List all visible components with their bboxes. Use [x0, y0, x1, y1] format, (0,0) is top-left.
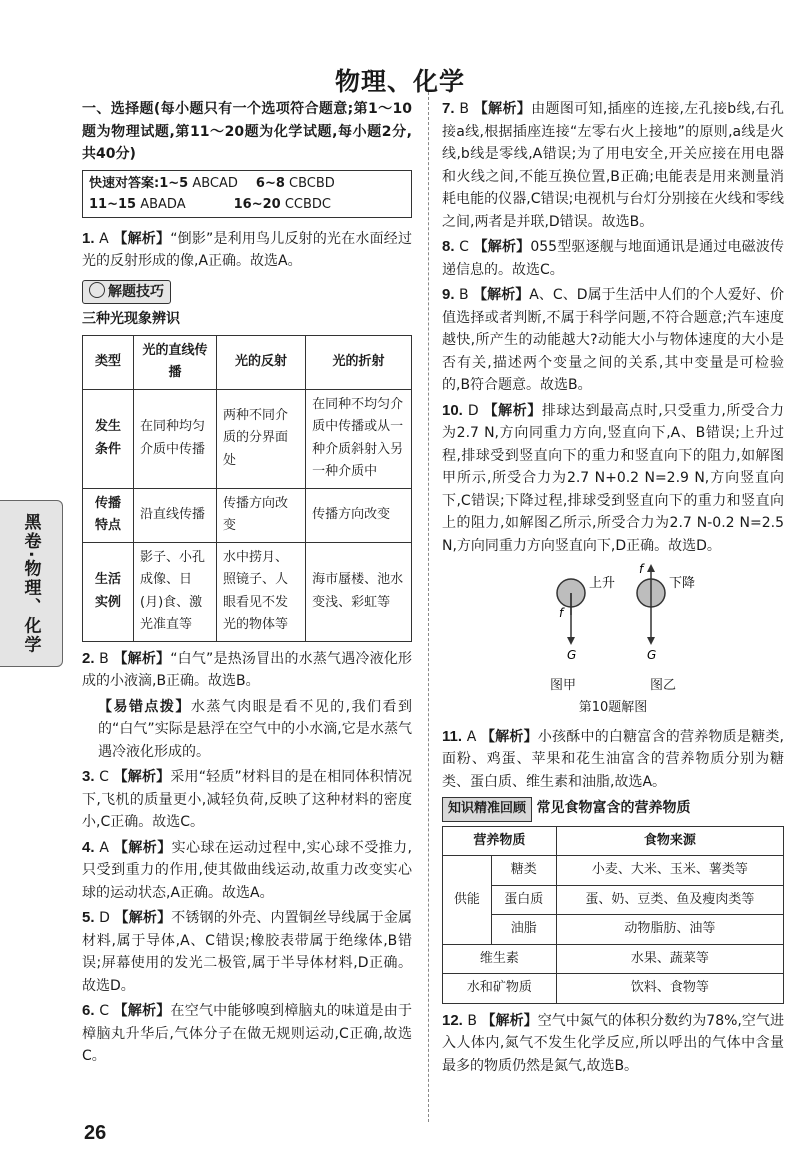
q-tag: 【解析】 [480, 728, 538, 745]
light-phenomena-table [82, 335, 412, 642]
q-num: 1. [82, 229, 95, 247]
q-num: 7. [442, 100, 455, 117]
table-row [443, 974, 784, 1004]
table-row [83, 389, 412, 488]
question-6 [82, 1000, 412, 1068]
label-up [589, 576, 615, 591]
q-num: 6. [82, 1002, 95, 1019]
skill-title: 三种光现象辨识 [82, 311, 180, 327]
q-text: 小孩酥中的白糖富含的营养物质是糖类,面粉、鸡蛋、苹果和花生油富含的营养物质分别为糖类、蛋白质、维生素和油脂,故选A。 [442, 728, 784, 790]
q-answer: B [99, 650, 109, 667]
table-cell: 油脂 [491, 915, 556, 945]
table-cell: 供能 [443, 856, 492, 945]
table-cell: 糖类 [491, 856, 556, 886]
table-cell: 在同种不均匀介质中传播或从一种介质斜射入另一种介质中 [306, 389, 412, 488]
q-tag: 【解析】 [473, 101, 532, 117]
table-header: 营养物质 [443, 826, 557, 856]
q-text: 由题图可知,插座的连接,左孔接b线,右孔接a线,根据插座连接“左零右火上接地”的原则,a线是火线,b线是零线,A错误;为了用电安全,开关应接在用电器和火线之间,不能互换位置,B正确;电能表是用来测量消耗电能的仪器,C错误;电视机与台灯分别接在火线和零线之间,两者是并联,D错误。故选B。 [442, 101, 785, 230]
side-tab [0, 500, 63, 667]
quick-answer-box [82, 170, 412, 218]
table-cell: 水和矿物质 [443, 974, 557, 1004]
q-text: “白气”是热汤冒出的水蒸气遇冷液化形成的小液滴,B正确。故选B。 [82, 650, 413, 689]
force-diagram [513, 563, 713, 697]
label-up-text: 上升 [589, 576, 616, 591]
qa-val: ABCAD [192, 175, 238, 191]
table-cell: 水中捞月、照镜子、人眼看见不发光的物体等 [216, 542, 305, 641]
q-tag: 【解析】 [113, 650, 171, 667]
qa-key: 16~20 [233, 196, 281, 212]
table-row [83, 488, 412, 542]
question-7 [442, 98, 784, 233]
tip-text: 水蒸气肉眼是看不见的,我们看到的“白气”实际是悬浮在空气中的小水滴,它是水蒸气遇冷液化形成的。 [98, 698, 413, 760]
table-cell: 维生素 [443, 944, 557, 974]
table-cell: 动物脂肪、油等 [556, 915, 783, 945]
table-cell: 传播方向改变 [306, 488, 412, 542]
q-num: 12. [442, 1011, 463, 1029]
tip-2 [82, 696, 412, 764]
question-4 [82, 837, 412, 905]
q-text: “倒影”是利用鸟儿反射的光在水面经过光的反射形成的像,A正确。故选A。 [82, 230, 413, 269]
q-tag: 【解析】 [113, 769, 171, 785]
table-row [443, 944, 784, 974]
fig-caption-b: 图乙 [649, 677, 676, 693]
table-row [83, 542, 412, 641]
label-f: f [639, 563, 644, 576]
q-answer: C [99, 1003, 109, 1019]
qa-val: CCBDC [284, 196, 331, 212]
q-tag: 【解析】 [114, 910, 172, 926]
skill-badge [82, 280, 171, 305]
q-text: 实心球在运动过程中,实心球不受推力,只受到重力的作用,使其做曲线运动,故重力改变实心球的运动状态,A正确。故选A。 [82, 839, 413, 901]
q-tag: 【解析】 [483, 402, 542, 419]
label-down-text: 下降 [669, 576, 696, 591]
q-tag: 【解析】 [113, 839, 172, 856]
q-text: 055型驱逐舰与地面通讯是通过电磁波传递信息的。故选C。 [442, 239, 785, 278]
force-diagram-svg [513, 563, 713, 673]
question-5 [82, 907, 412, 997]
table-cell: 影子、小孔成像、日(月)食、激光准直等 [134, 542, 217, 641]
table-cell: 生活实例 [83, 542, 134, 641]
question-11 [442, 726, 784, 794]
table-cell: 沿直线传播 [134, 488, 217, 542]
table-cell: 海市蜃楼、池水变浅、彩虹等 [306, 542, 412, 641]
qa-key: 6~8 [255, 175, 285, 191]
fig-caption-a: 图甲 [549, 677, 576, 693]
table-cell: 在同种均匀介质中传播 [134, 389, 217, 488]
left-column [82, 98, 412, 1071]
table-cell: 蛋白质 [491, 885, 556, 915]
table-row [443, 885, 784, 915]
table-row [443, 915, 784, 945]
question-2 [82, 648, 412, 693]
label-g: G [567, 648, 577, 662]
q-text: A、C、D属于生活中人们的个人爱好、价值选择或者判断,不属于科学问题,不符合题意;汽车速度越快,所产生的动能越大?动能大小与物体速度的大小是否有关,描述两个变量之间的关系,其中变量是可检验的,B符合题意。故选B。 [442, 287, 785, 393]
table-header: 光的折射 [306, 335, 412, 389]
q-text: 不锈钢的外壳、内置铜丝导线属于金属材料,属于导体,A、C错误;橡胶表带属于绝缘体,B错误;屏幕使用的发光二极管,属于半导体材料,D正确。故选D。 [82, 910, 413, 994]
q-num: 3. [82, 768, 95, 785]
q-num: 4. [82, 838, 95, 856]
question-9 [442, 284, 784, 397]
knowledge-title: 常见食物富含的营养物质 [536, 800, 691, 816]
q-num: 11. [442, 727, 463, 745]
table-header: 光的反射 [216, 335, 305, 389]
magnifier-icon [89, 282, 105, 298]
right-column [442, 98, 784, 1080]
q-tag: 【解析】 [473, 239, 531, 255]
q-answer: B [467, 1012, 477, 1029]
table-header: 类型 [83, 335, 134, 389]
q-answer: C [99, 769, 109, 785]
q-answer: C [459, 239, 469, 255]
table-header: 光的直线传播 [134, 335, 217, 389]
page-number: 26 [84, 1122, 107, 1144]
table-header: 食物来源 [556, 826, 783, 856]
q-tag: 【解析】 [113, 230, 171, 247]
question-1 [82, 228, 412, 273]
qa-key: 1~5 [159, 175, 189, 191]
q-answer: A [466, 728, 477, 745]
q-answer: B [459, 101, 469, 117]
table-header-row [83, 335, 412, 389]
question-12 [442, 1010, 784, 1078]
quick-label: 快速对答案: [89, 175, 160, 191]
label-f: f [559, 606, 564, 620]
qa-key: 11~15 [89, 196, 137, 212]
q-answer: B [459, 287, 469, 303]
q-answer: A [99, 230, 109, 247]
table-cell: 传播特点 [83, 488, 134, 542]
column-divider [428, 92, 429, 1122]
q-tag: 【解析】 [473, 287, 530, 303]
q-text: 在空气中能够嗅到樟脑丸的味道是由于樟脑丸升华后,气体分子在做无规则运动,C正确,故选C。 [82, 1003, 413, 1064]
table-cell: 发生条件 [83, 389, 134, 488]
q-answer: A [99, 839, 109, 856]
table-cell: 小麦、大米、玉米、薯类等 [556, 856, 783, 886]
q-num: 8. [442, 238, 455, 255]
side-tab-label: 黑卷·物理、化学 [20, 513, 41, 655]
question-8 [442, 236, 784, 281]
knowledge-badge: 知识精准回顾 [442, 797, 532, 822]
label-g: G [647, 648, 657, 662]
q-tag: 【解析】 [481, 1012, 538, 1029]
section-heading: 一、选择题(每小题只有一个选项符合题意;第1～10题为物理试题,第11～20题为化学试题,每小题2分,共40分) [82, 101, 412, 162]
q-text: 排球达到最高点时,只受重力,所受合力为2.7 N,方向同重力方向,竖直向下,A、B错误;上升过程,排球受到竖直向下的重力和竖直向下的阻力,如解图甲所示,所受合力为2.7 N+0.2 N=2.9 N,方向竖直向下,C错误;下降过程,排球受到竖直向下的重力和竖直向上的阻力,如解图乙所示,所受合力为2.7 N-0.2 N=2.5 N,方向同重力方向竖直向下,D正确。故选D。 [442, 402, 785, 554]
knowledge-header [442, 797, 784, 822]
q-num: 5. [82, 909, 95, 926]
q-text: 采用“轻质”材料目的是在相同体积情况下,飞机的质量更小,减轻负荷,反映了这种材料的密度小,C正确。故选C。 [82, 769, 412, 830]
q-num: 9. [442, 286, 455, 303]
qa-val: ABADA [140, 196, 186, 212]
table-cell: 饮料、食物等 [556, 974, 783, 1004]
arrowhead [647, 637, 655, 645]
q-num: 10. [442, 401, 463, 419]
question-10 [442, 400, 784, 558]
q-text: 空气中氮气的体积分数约为78%,空气进入人体内,氮气不发生化学反应,所以呼出的气体中含量最多的物质仍然是氮气,故选B。 [442, 1012, 785, 1074]
fig-sub-captions [513, 675, 713, 698]
table-cell: 传播方向改变 [216, 488, 305, 542]
q-answer: D [99, 910, 110, 926]
nutrition-table [442, 826, 784, 1004]
table-cell: 水果、蔬菜等 [556, 944, 783, 974]
figure-caption: 第10题解图 [578, 700, 648, 715]
q-num: 2. [82, 649, 95, 667]
arrowhead [647, 564, 655, 572]
q-tag: 【解析】 [113, 1003, 171, 1019]
page-title: 物理、化学 [334, 67, 465, 96]
table-cell: 蛋、奶、豆类、鱼及瘦肉类等 [556, 885, 783, 915]
tip-tag: 【易错点拨】 [98, 698, 191, 715]
q-answer: D [467, 402, 479, 419]
table-header-row [443, 826, 784, 856]
arrowhead [567, 637, 575, 645]
skill-label: 解题技巧 [108, 283, 164, 300]
question-3 [82, 766, 412, 834]
table-row [443, 856, 784, 886]
qa-val: CBCBD [289, 175, 335, 191]
label-down [669, 576, 695, 591]
table-cell: 两种不同介质的分界面处 [216, 389, 305, 488]
